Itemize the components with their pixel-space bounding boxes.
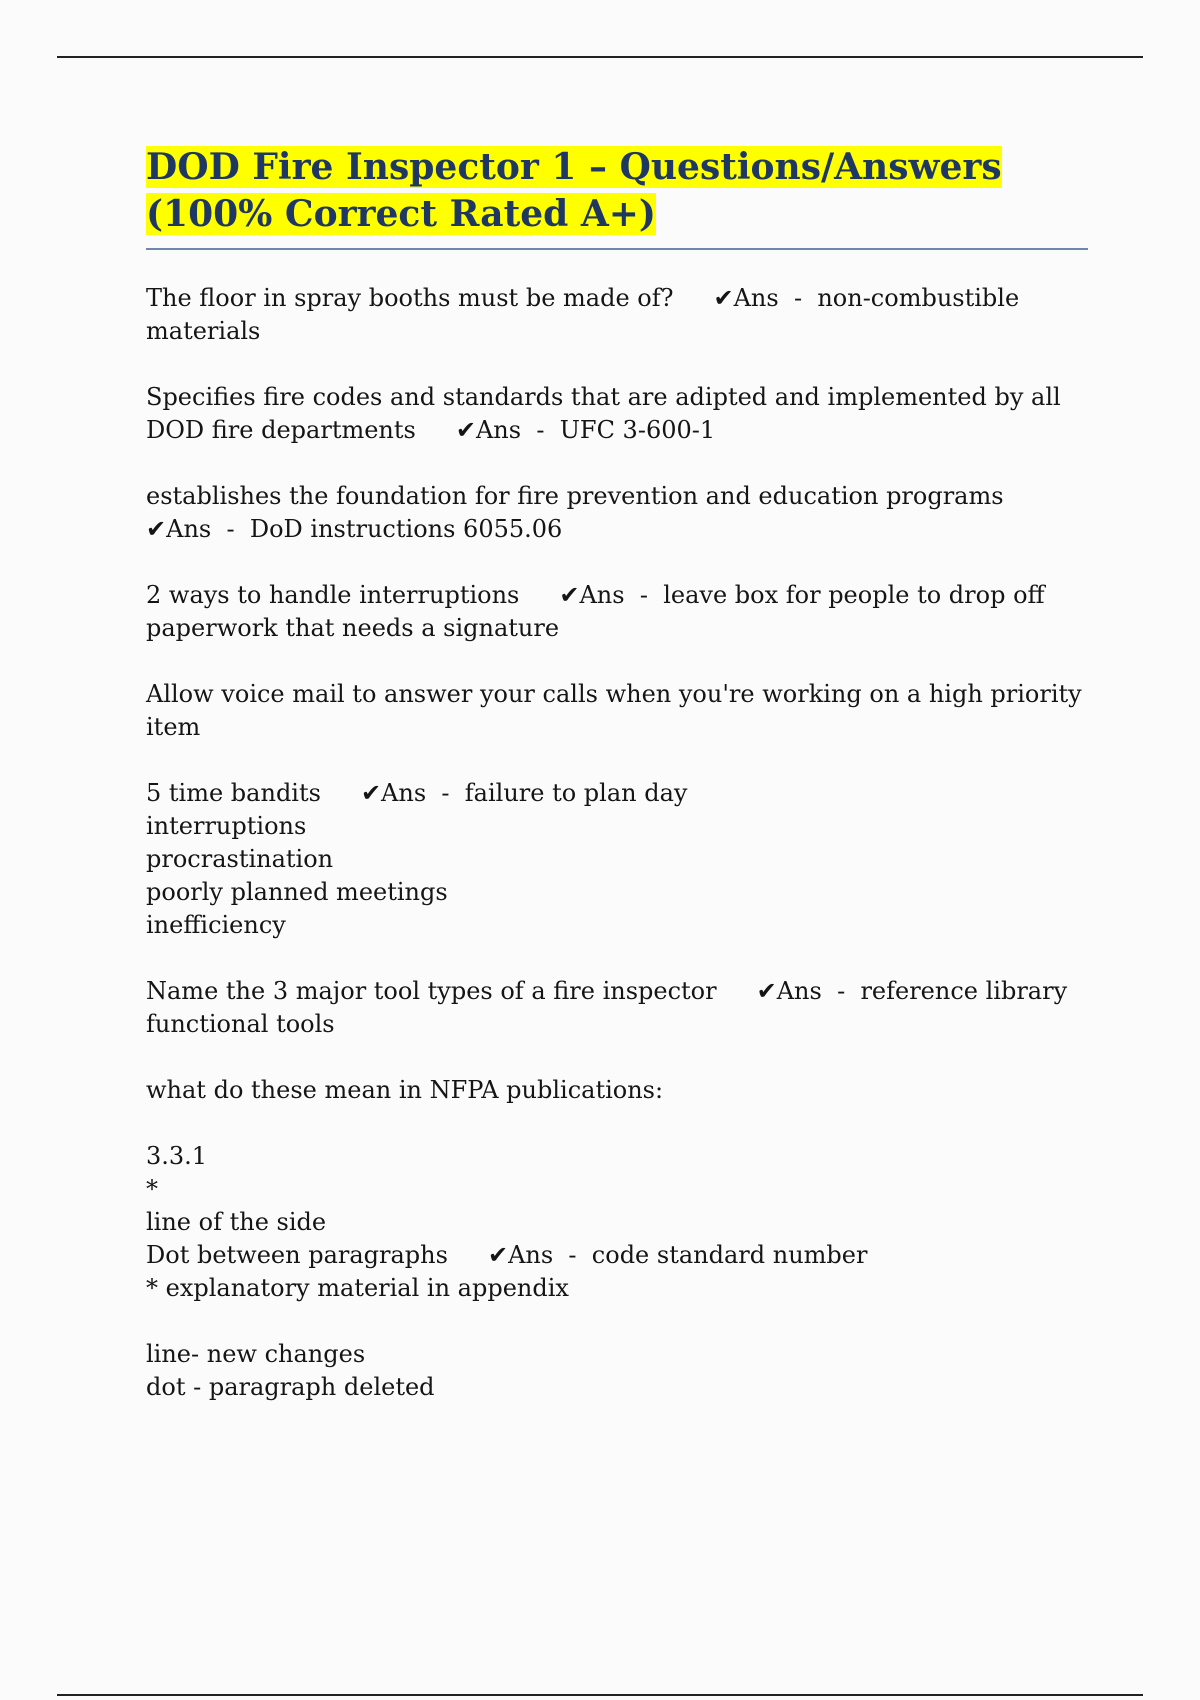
answer-marker: ✔Ans - (146, 515, 250, 543)
title-underline (146, 248, 1088, 250)
note-text: what do these mean in NFPA publications: (146, 1076, 664, 1104)
question-text: Name the 3 major tool types of a fire inspector (146, 977, 717, 1005)
answer-marker: ✔Ans - (756, 977, 861, 1005)
answer-text: procrastination (146, 845, 334, 873)
answer-text: poorly planned meetings (146, 878, 448, 906)
answer-text: leave box for people to drop off (663, 581, 1045, 609)
question-text: DOD fire departments (146, 416, 416, 444)
qa-content (146, 282, 1091, 1437)
question-text: line of the side (146, 1208, 327, 1236)
question-text: * (146, 1175, 158, 1203)
qa-item (146, 777, 1091, 942)
note-paragraph (146, 1074, 1091, 1107)
question-text: 2 ways to handle interruptions (146, 581, 520, 609)
qa-item (146, 579, 1091, 645)
question-text: Specifies fire codes and standards that are adipted and implemented by all (146, 383, 1061, 411)
question-text: 5 time bandits (146, 779, 321, 807)
answer-text: * explanatory material in appendix (146, 1274, 569, 1302)
answer-marker: ✔Ans - (713, 284, 818, 312)
page-title (146, 144, 1086, 238)
question-text: Dot between paragraphs (146, 1241, 448, 1269)
answer-text: failure to plan day (464, 779, 688, 807)
answer-text: non-combustible (817, 284, 1020, 312)
answer-marker: ✔Ans - (455, 416, 560, 444)
title-line-2: (100% Correct Rated A+) (146, 193, 656, 235)
answer-marker: ✔Ans - (487, 1241, 592, 1269)
note-text: item (146, 713, 201, 741)
answer-text: dot - paragraph deleted (146, 1373, 435, 1401)
answer-text: reference library (860, 977, 1068, 1005)
answer-text: interruptions (146, 812, 307, 840)
qa-item (146, 975, 1091, 1041)
answer-text: UFC 3-600-1 (559, 416, 716, 444)
note-paragraph (146, 678, 1091, 744)
answer-text: inefficiency (146, 911, 286, 939)
page-bottom-rule (57, 1694, 1143, 1696)
answer-text: DoD instructions 6055.06 (249, 515, 563, 543)
qa-item (146, 1140, 1091, 1305)
qa-item (146, 282, 1091, 348)
note-text: Allow voice mail to answer your calls when you're working on a high priority (146, 680, 1082, 708)
question-text: establishes the foundation for fire prevention and education programs (146, 482, 1004, 510)
question-text: The floor in spray booths must be made of? (146, 284, 674, 312)
answer-text: code standard number (591, 1241, 868, 1269)
page-top-rule (57, 56, 1143, 58)
answer-marker: ✔Ans - (559, 581, 664, 609)
answer-marker: ✔Ans - (360, 779, 465, 807)
answer-text: materials (146, 317, 261, 345)
answer-text: line- new changes (146, 1340, 366, 1368)
qa-item (146, 381, 1091, 447)
question-text: 3.3.1 (146, 1142, 208, 1170)
title-line-1: DOD Fire Inspector 1 – Questions/Answers (146, 146, 1002, 188)
qa-item (146, 480, 1091, 546)
answer-text: functional tools (146, 1010, 335, 1038)
answer-text: paperwork that needs a signature (146, 614, 560, 642)
note-paragraph (146, 1338, 1091, 1404)
